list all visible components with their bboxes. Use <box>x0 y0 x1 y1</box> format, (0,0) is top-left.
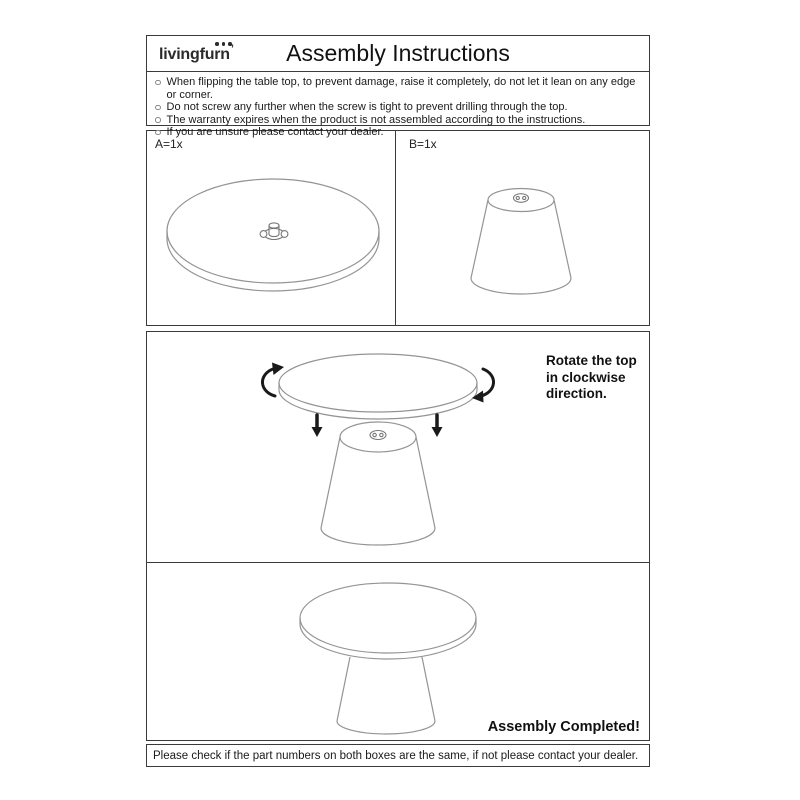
warning-item <box>153 76 643 101</box>
part-a-panel <box>147 131 396 325</box>
step-instruction: Rotate the top in clockwise direction. <box>546 353 637 401</box>
completed-table-diagram <box>147 563 649 740</box>
screw-hole-icon <box>514 194 529 203</box>
down-arrow-icon <box>312 415 323 437</box>
warning-item <box>153 114 643 127</box>
base-diagram <box>396 131 649 325</box>
bullet-icon <box>155 117 161 123</box>
footer-note: Please check if the part numbers on both boxes are the same, if not please contact your dealer. <box>153 749 639 762</box>
rotate-left-arrow-icon <box>262 363 284 397</box>
page-title: Assembly Instructions <box>286 40 510 66</box>
logo-trademark: ’ <box>230 43 234 55</box>
warning-item <box>153 101 643 114</box>
screw-hole-icon <box>370 431 386 440</box>
parts-row <box>146 130 650 326</box>
footer-box <box>146 744 650 767</box>
logo-text: livingfurn <box>159 46 230 63</box>
part-b-label: B=1x <box>409 137 437 151</box>
part-b-panel <box>396 131 649 325</box>
completed-panel <box>146 562 650 741</box>
down-arrow-icon <box>432 415 443 437</box>
part-a-label: A=1x <box>155 137 183 151</box>
warning-text: The warranty expires when the product is not assembled according to the instructions. <box>166 113 586 126</box>
warnings-list <box>153 76 643 139</box>
bullet-icon <box>155 80 161 86</box>
instruction-sheet <box>146 35 650 767</box>
rotate-right-arrow-icon <box>472 369 494 403</box>
warnings-box <box>146 71 650 138</box>
table-top-diagram <box>147 131 393 325</box>
warning-text: If you are unsure please contact your dealer. <box>166 126 384 138</box>
warning-text: When flipping the table top, to prevent damage, raise it completely, do not let it lean on any edge or corner. <box>166 76 636 101</box>
bullet-icon <box>155 105 161 111</box>
assembly-step-panel <box>146 331 650 563</box>
warning-text: Do not screw any further when the screw is tight to prevent drilling through the top. <box>166 101 568 113</box>
header-box <box>146 35 650 72</box>
assembly-completed-label: Assembly Completed! <box>487 719 640 735</box>
screw-fitting-icon <box>260 223 288 240</box>
